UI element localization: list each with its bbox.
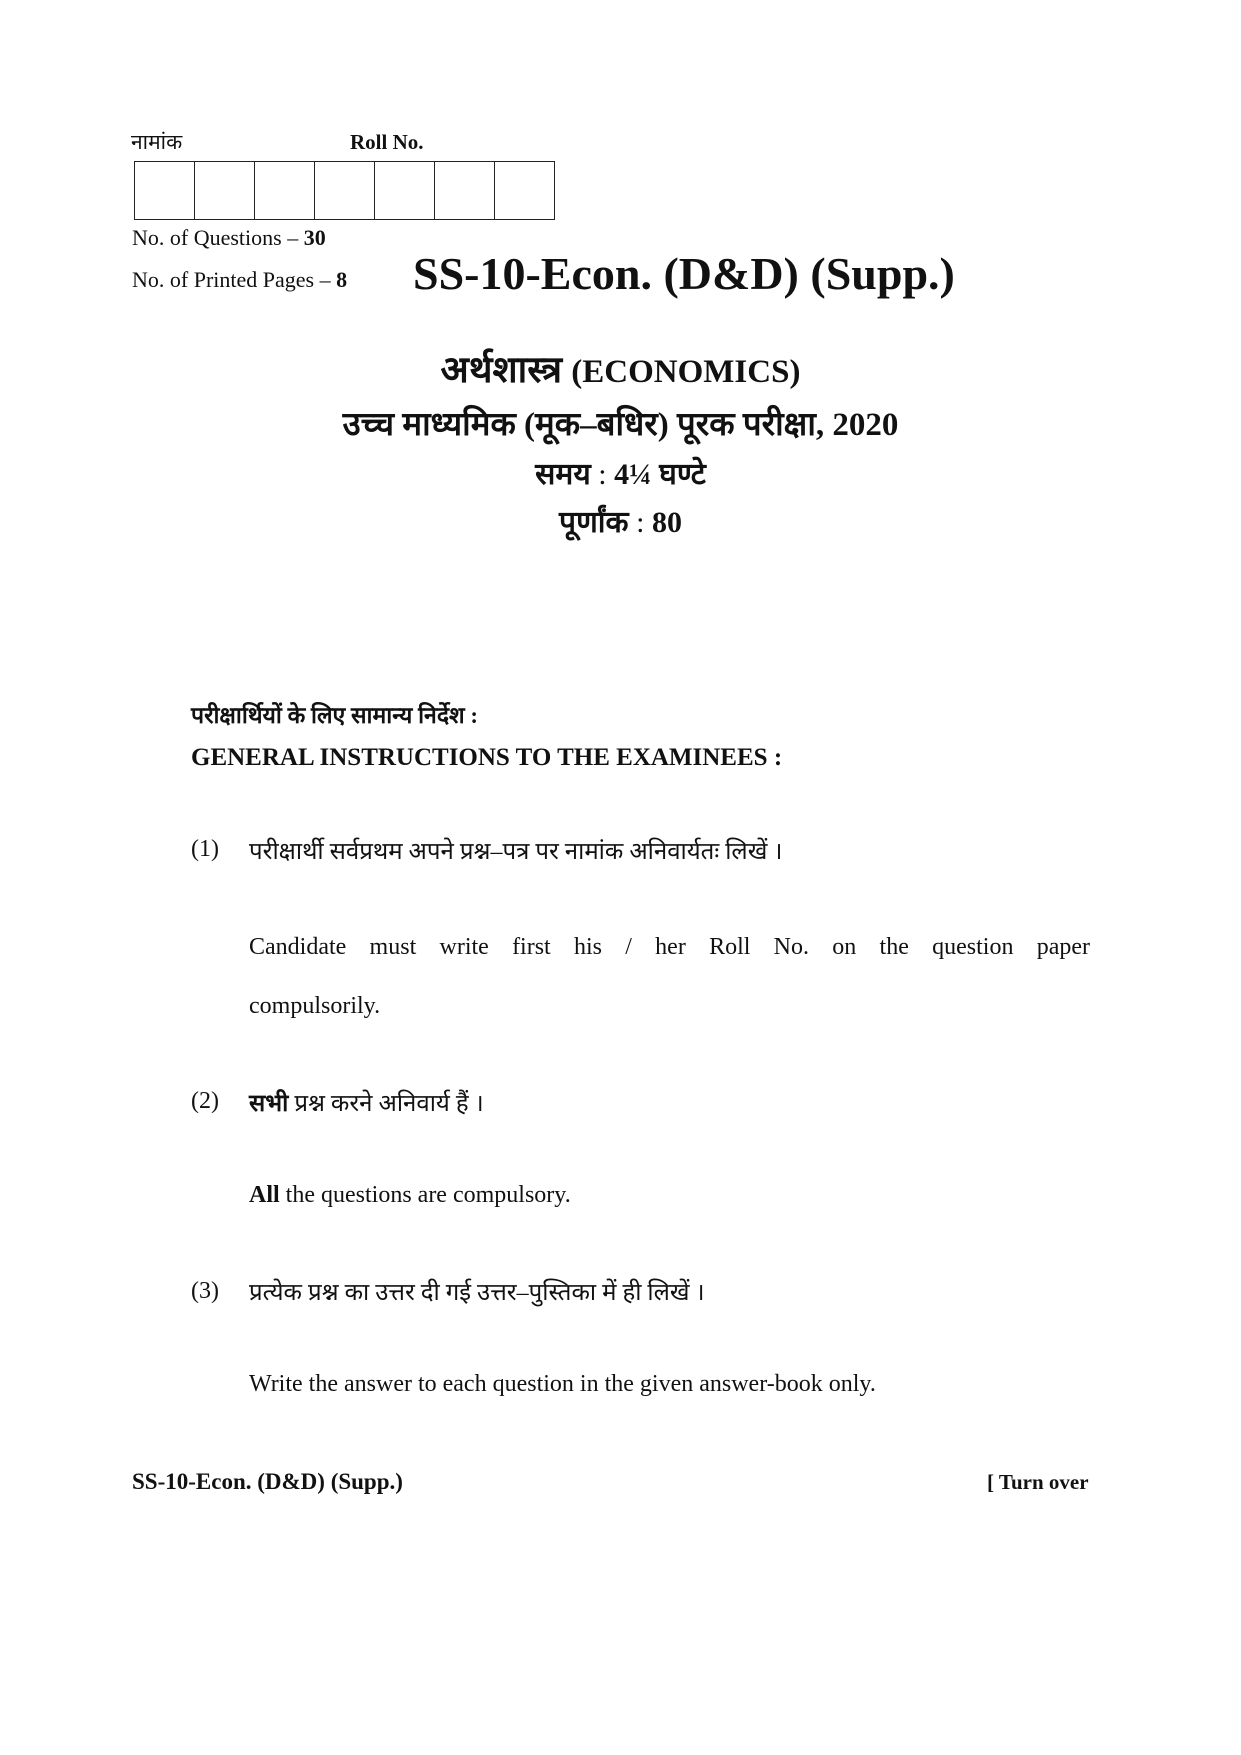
max-marks bbox=[0, 500, 1241, 541]
exam-name: उच्च माध्यमिक (मूक–बधिर) पूरक परीक्षा, 2020 bbox=[342, 407, 899, 443]
time-label: समय bbox=[535, 458, 591, 491]
instruction-1-english-line2: compulsorily. bbox=[249, 993, 381, 1019]
instruction-1-hindi: परीक्षार्थी सर्वप्रथम अपने प्रश्न–पत्र पर नामांक अनिवार्यतः लिखें । bbox=[249, 839, 783, 865]
time-separator: : bbox=[590, 458, 615, 491]
number-of-printed-pages bbox=[132, 267, 347, 293]
roll-number-box bbox=[435, 161, 495, 220]
instruction-2-english bbox=[249, 1182, 571, 1209]
number-of-questions bbox=[132, 225, 326, 251]
roll-label-english: Roll No. bbox=[350, 130, 424, 154]
footer-paper-code: SS-10-Econ. (D&D) (Supp.) bbox=[132, 1469, 403, 1494]
instruction-3-english: Write the answer to each question in the given answer-book only. bbox=[249, 1371, 876, 1397]
instruction-2-hindi bbox=[249, 1086, 484, 1119]
instruction-2-english-rest: the questions are compulsory. bbox=[279, 1182, 571, 1208]
exam-time bbox=[0, 452, 1241, 493]
pages-value: 8 bbox=[336, 267, 348, 292]
roll-number-box bbox=[195, 161, 255, 220]
time-value: 4¼ घण्टे bbox=[614, 458, 706, 491]
marks-label: पूर्णांक bbox=[559, 506, 629, 539]
instruction-2-hindi-rest: प्रश्न करने अनिवार्य हैं । bbox=[288, 1091, 484, 1117]
roll-number-box bbox=[315, 161, 375, 220]
subject-title bbox=[0, 342, 1241, 393]
questions-value: 30 bbox=[303, 225, 326, 250]
subject-english: (ECONOMICS) bbox=[571, 354, 801, 390]
roll-number-box bbox=[375, 161, 435, 220]
instruction-2-hindi-bold: सभी bbox=[249, 1091, 289, 1117]
questions-label: No. of Questions – bbox=[132, 225, 304, 250]
roll-number-box bbox=[495, 161, 555, 220]
roll-number-box bbox=[135, 161, 195, 220]
instruction-2-english-bold: All bbox=[249, 1182, 280, 1208]
instructions-heading-hindi: परीक्षार्थियों के लिए सामान्य निर्देश : bbox=[191, 703, 479, 728]
marks-separator: : bbox=[628, 506, 652, 539]
instruction-3-hindi: प्रत्येक प्रश्न का उत्तर दी गई उत्तर–पुस्तिका में ही लिखें । bbox=[249, 1280, 705, 1306]
roll-number-box bbox=[255, 161, 315, 220]
pages-label: No. of Printed Pages – bbox=[132, 267, 337, 292]
marks-value: 80 bbox=[651, 506, 682, 539]
subject-hindi: अर्थशास्त्र bbox=[440, 350, 563, 391]
instruction-1-number: (1) bbox=[191, 836, 219, 862]
instruction-2-number: (2) bbox=[191, 1088, 219, 1114]
roll-label-hindi: नामांक bbox=[131, 130, 183, 154]
paper-code: SS-10-Econ. (D&D) (Supp.) bbox=[413, 248, 955, 299]
roll-number-boxes bbox=[134, 161, 555, 220]
instruction-1-english-line1: Candidate must write first his / her Roll No. on the question paper bbox=[249, 934, 1090, 960]
turn-over-note: [ Turn over bbox=[987, 1470, 1089, 1494]
instructions-heading-english: GENERAL INSTRUCTIONS TO THE EXAMINEES : bbox=[191, 744, 783, 771]
instruction-3-number: (3) bbox=[191, 1278, 219, 1304]
